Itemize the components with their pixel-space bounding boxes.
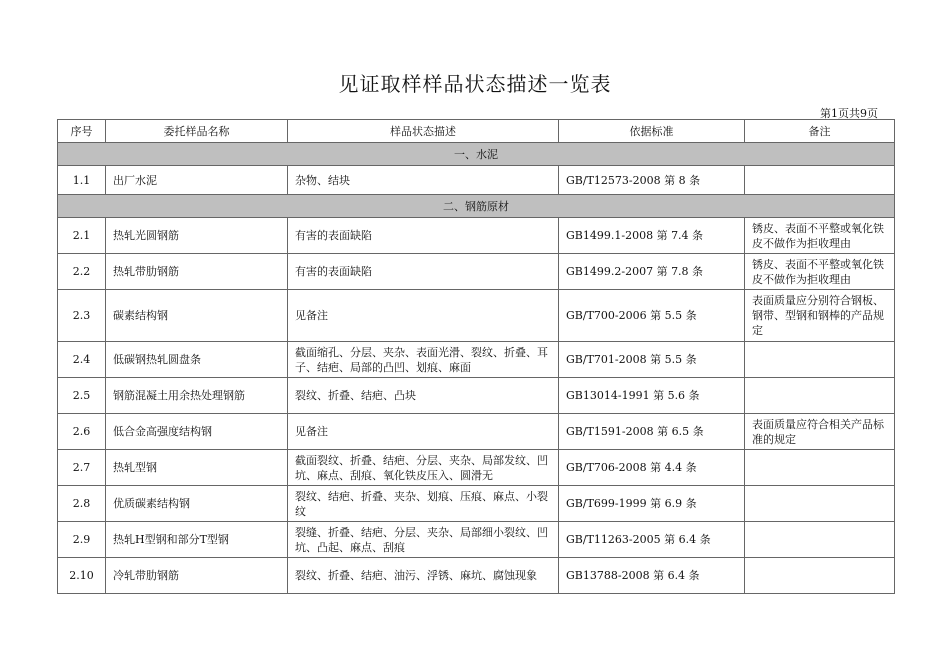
header-name: 委托样品名称	[106, 120, 288, 143]
row-note	[745, 558, 895, 594]
header-standard: 依据标准	[559, 120, 745, 143]
row-name: 冷轧带肋钢筋	[106, 558, 288, 594]
row-standard: GB/T700-2006 第 5.5 条	[559, 290, 745, 342]
table-row	[58, 166, 895, 195]
table-header-row	[58, 120, 895, 143]
row-no: 2.1	[58, 218, 106, 254]
row-no: 2.3	[58, 290, 106, 342]
section-row-cement	[58, 143, 895, 166]
row-standard: GB/T11263-2005 第 6.4 条	[559, 522, 745, 558]
row-name: 低合金高强度结构钢	[106, 414, 288, 450]
header-note: 备注	[745, 120, 895, 143]
row-desc: 杂物、结块	[288, 166, 559, 195]
row-desc: 见备注	[288, 290, 559, 342]
row-standard: GB/T706-2008 第 4.4 条	[559, 450, 745, 486]
row-note: 锈皮、表面不平整或氧化铁皮不做作为拒收理由	[745, 254, 895, 290]
section-row-steel	[58, 195, 895, 218]
row-standard: GB/T701-2008 第 5.5 条	[559, 342, 745, 378]
row-desc: 裂纹、折叠、结疤、凸块	[288, 378, 559, 414]
table-row	[58, 218, 895, 254]
table-row	[58, 450, 895, 486]
page-title: 见证取样样品状态描述一览表	[338, 72, 612, 96]
header-desc: 样品状态描述	[288, 120, 559, 143]
row-name: 优质碳素结构钢	[106, 486, 288, 522]
table-row	[58, 378, 895, 414]
page-number: 第1页共9页	[820, 107, 878, 120]
row-note: 表面质量应分别符合钢板、钢带、型钢和钢棒的产品规定	[745, 290, 895, 342]
row-note	[745, 486, 895, 522]
row-no: 2.9	[58, 522, 106, 558]
row-standard: GB/T699-1999 第 6.9 条	[559, 486, 745, 522]
row-no: 1.1	[58, 166, 106, 195]
row-note	[745, 342, 895, 378]
row-note	[745, 522, 895, 558]
row-name: 热轧带肋钢筋	[106, 254, 288, 290]
row-name: 低碳钢热轧圆盘条	[106, 342, 288, 378]
row-no: 2.10	[58, 558, 106, 594]
row-note: 锈皮、表面不平整或氧化铁皮不做作为拒收理由	[745, 218, 895, 254]
row-no: 2.8	[58, 486, 106, 522]
row-name: 出厂水泥	[106, 166, 288, 195]
row-desc: 截面裂纹、折叠、结疤、分层、夹杂、局部发纹、凹坑、麻点、刮痕、氧化铁皮压入、圆滑无	[288, 450, 559, 486]
row-desc: 有害的表面缺陷	[288, 218, 559, 254]
section-title: 二、钢筋原材	[58, 195, 895, 218]
row-no: 2.5	[58, 378, 106, 414]
row-name: 热轧光圆钢筋	[106, 218, 288, 254]
row-note	[745, 450, 895, 486]
row-standard: GB13014-1991 第 5.6 条	[559, 378, 745, 414]
row-note: 表面质量应符合相关产品标准的规定	[745, 414, 895, 450]
table-row	[58, 414, 895, 450]
row-standard: GB1499.2-2007 第 7.8 条	[559, 254, 745, 290]
row-name: 钢筋混凝土用余热处理钢筋	[106, 378, 288, 414]
row-name: 碳素结构钢	[106, 290, 288, 342]
row-name: 热轧H型钢和部分T型钢	[106, 522, 288, 558]
header-no: 序号	[58, 120, 106, 143]
row-desc: 裂纹、结疤、折叠、夹杂、划痕、压痕、麻点、小裂纹	[288, 486, 559, 522]
row-desc: 裂缝、折叠、结疤、分层、夹杂、局部细小裂纹、凹坑、凸起、麻点、刮痕	[288, 522, 559, 558]
table-row	[58, 290, 895, 342]
table-row	[58, 342, 895, 378]
row-name: 热轧型钢	[106, 450, 288, 486]
row-desc: 截面缩孔、分层、夹杂、表面光滑、裂纹、折叠、耳子、结疤、局部的凸凹、划痕、麻面	[288, 342, 559, 378]
sample-status-table	[57, 119, 895, 594]
row-note	[745, 378, 895, 414]
row-standard: GB/T1591-2008 第 6.5 条	[559, 414, 745, 450]
row-desc: 裂纹、折叠、结疤、油污、浮锈、麻坑、腐蚀现象	[288, 558, 559, 594]
table-row	[58, 558, 895, 594]
row-no: 2.4	[58, 342, 106, 378]
row-no: 2.6	[58, 414, 106, 450]
row-standard: GB1499.1-2008 第 7.4 条	[559, 218, 745, 254]
table-row	[58, 486, 895, 522]
row-standard: GB/T12573-2008 第 8 条	[559, 166, 745, 195]
row-standard: GB13788-2008 第 6.4 条	[559, 558, 745, 594]
table-row	[58, 522, 895, 558]
row-desc: 有害的表面缺陷	[288, 254, 559, 290]
table-row	[58, 254, 895, 290]
row-desc: 见备注	[288, 414, 559, 450]
row-no: 2.7	[58, 450, 106, 486]
row-note	[745, 166, 895, 195]
section-title: 一、水泥	[58, 143, 895, 166]
row-no: 2.2	[58, 254, 106, 290]
